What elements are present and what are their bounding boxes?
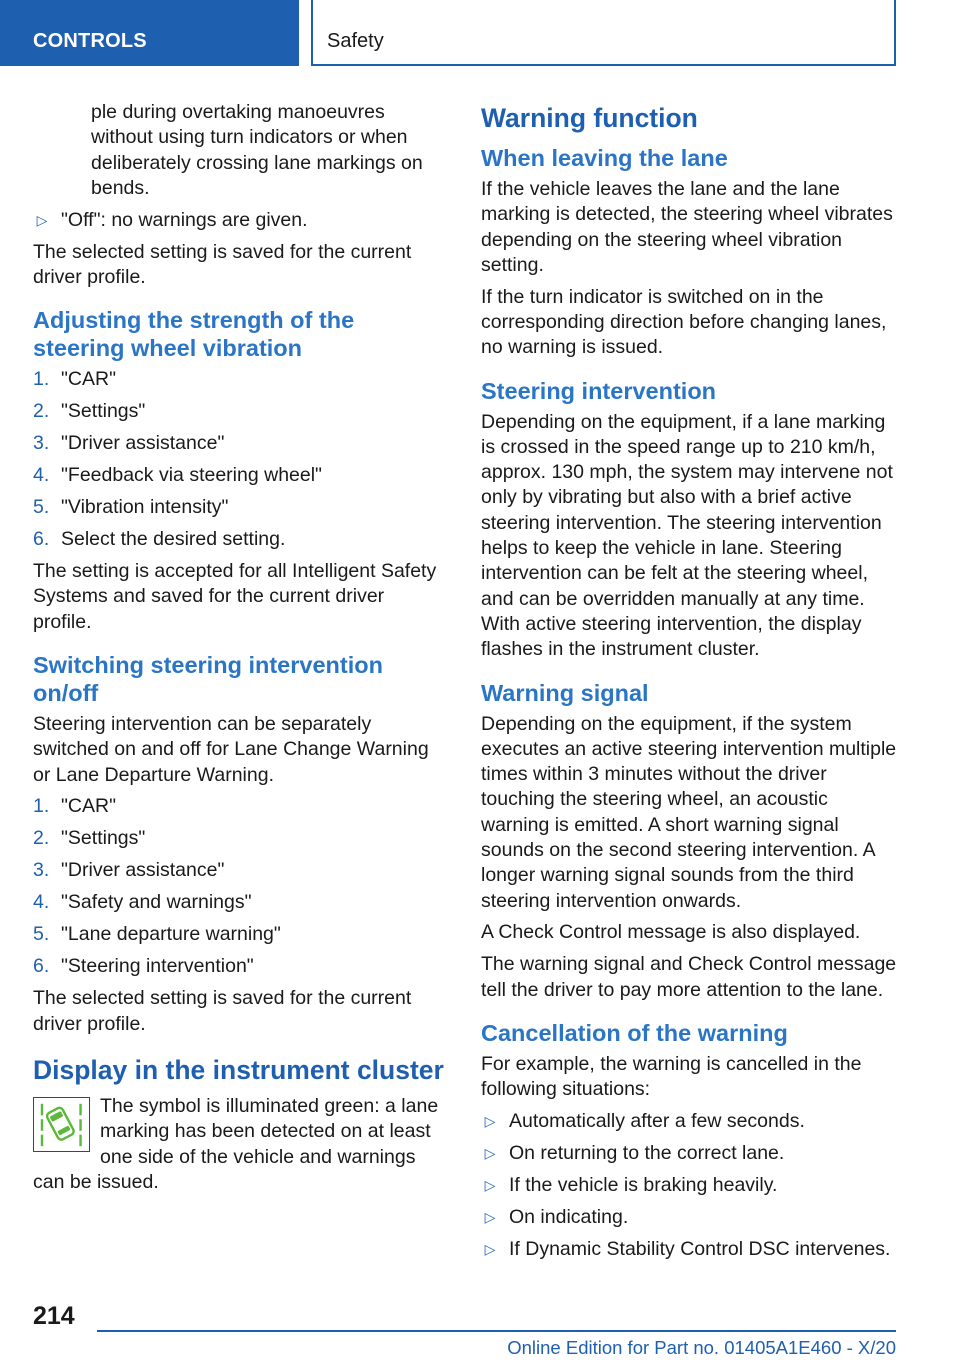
list-item: 4. "Safety and warnings" (33, 890, 448, 915)
heading-vibration: Adjusting the strength of the steering wheel vibration (33, 307, 355, 362)
list-item: 2. "Settings" (33, 399, 448, 424)
list-item: 1. "CAR" (33, 367, 448, 392)
list-item: 6. "Steering intervention" (33, 954, 448, 979)
saved-note: The selected setting is saved for the current driver profile. (33, 240, 412, 288)
signal-paragraph-2: A Check Control message is also displayed. (481, 921, 861, 944)
heading-warning-function: Warning function (481, 103, 698, 133)
list-item: 3. "Driver assistance" (33, 431, 448, 456)
section-title: CONTROLS (33, 30, 147, 52)
list-item: ▷ On returning to the correct lane. (481, 1141, 897, 1166)
signal-paragraph-1: Depending on the equipment, if the system executes an active steering intervention multiple times within 3 minutes without the driver touching the steering wheel, an acoustic warning is emitted. A short warning signal sounds on the second steering intervention. A longer warning signal sounds from the third steering intervention onwards. (481, 712, 897, 912)
step-number: 1. (33, 368, 50, 391)
triangle-right-icon: ▷ (484, 1112, 496, 1129)
heading-leaving-lane: When leaving the lane (481, 145, 728, 171)
left-column (33, 100, 448, 1195)
step-number: 5. (33, 923, 50, 946)
step-number: 6. (33, 955, 50, 978)
accepted-note: The setting is accepted for all Intelligent Safety Systems and saved for the current driver profile. (33, 560, 437, 633)
list-item: ▷ Automatically after a few seconds. (481, 1109, 897, 1134)
lane-departure-warning-icon (33, 1097, 90, 1152)
step-number: 5. (33, 496, 50, 519)
list-item: 3. "Driver assistance" (33, 858, 448, 883)
list-item: ▷ On indicating. (481, 1205, 897, 1230)
footer-edition: Online Edition for Part no. 01405A1E460 - X/20 (507, 1337, 896, 1358)
step-number: 6. (33, 528, 50, 551)
heading-steering-intervention: Steering intervention (481, 377, 717, 404)
signal-paragraph-3: The warning signal and Check Control message tell the driver to pay more attention to the lane. (481, 953, 897, 1001)
vibration-steps (33, 367, 448, 552)
step-number: 4. (33, 464, 50, 487)
right-column (481, 100, 897, 1269)
cancel-list (481, 1109, 897, 1262)
intervention-intro: Steering intervention can be separately switched on and off for Lane Change Warning or Lane Departure Warning. (33, 713, 429, 786)
intervention-steps (33, 794, 448, 979)
triangle-right-icon: ▷ (484, 1176, 496, 1193)
triangle-right-icon: ▷ (484, 1208, 496, 1225)
step-number: 2. (33, 827, 50, 850)
step-number: 2. (33, 400, 50, 423)
cancel-intro: For example, the warning is cancelled in the following situations: (481, 1052, 862, 1101)
step-number: 3. (33, 859, 50, 882)
step-number: 3. (33, 432, 50, 455)
step-number: 4. (33, 891, 50, 914)
heading-display: Display in the instrument cluster (33, 1054, 444, 1085)
display-description: The symbol is illuminated green: a lane marking has been detected on at least one side of the vehicle and warnings can be issued. (33, 1094, 439, 1193)
heading-warning-signal: Warning signal (481, 679, 649, 706)
steering-paragraph: Depending on the equipment, if a lane marking is crossed in the speed range up to 210 km/h, approx. 130 mph, the system may intervene not only by vibrating but also with a brief active steering intervention. The steering intervention helps to keep the vehicle in lane. Steering intervention can be felt at the steering wheel, and can be overridden manually at any time. With active steering intervention, the display flashes in the instrument cluster. (481, 410, 893, 661)
off-list (33, 208, 448, 233)
list-item: ▷ If the vehicle is braking heavily. (481, 1173, 897, 1198)
list-item: ▷ "Off": no warnings are given. (33, 208, 448, 233)
list-item: 5. "Lane departure warning" (33, 922, 448, 947)
step-number: 1. (33, 795, 50, 818)
leaving-paragraph-1: If the vehicle leaves the lane and the lane marking is detected, the steering wheel vibrates depending on the steering wheel vibration setting. (481, 178, 893, 276)
list-item: 4. "Feedback via steering wheel" (33, 463, 448, 488)
continuation-text: ple during overtaking manoeuvres without using turn indicators or when deliberately crossing lane markings on bends. (91, 101, 423, 199)
list-item: 2. "Settings" (33, 826, 448, 851)
page-number: 214 (33, 1302, 75, 1330)
leaving-paragraph-2: If the turn indicator is switched on in the corresponding direction before changing lanes, no warning is issued. (481, 285, 887, 359)
list-item: 5. "Vibration intensity" (33, 495, 448, 520)
list-item: ▷ If Dynamic Stability Control DSC intervenes. (481, 1237, 897, 1262)
saved-note: The selected setting is saved for the current driver profile. (33, 987, 412, 1035)
section-tab (0, 0, 299, 66)
footer-divider (97, 1330, 896, 1332)
triangle-right-icon: ▷ (484, 1144, 496, 1161)
list-item: 1. "CAR" (33, 794, 448, 819)
triangle-right-icon: ▷ (484, 1240, 496, 1257)
chapter-tab (311, 0, 896, 66)
chapter-title: Safety (327, 30, 384, 52)
heading-intervention: Switching steering intervention on/off (33, 652, 383, 707)
heading-cancellation: Cancellation of the warning (481, 1019, 788, 1046)
triangle-right-icon: ▷ (36, 211, 48, 228)
list-item: 6. Select the desired setting. (33, 527, 448, 552)
